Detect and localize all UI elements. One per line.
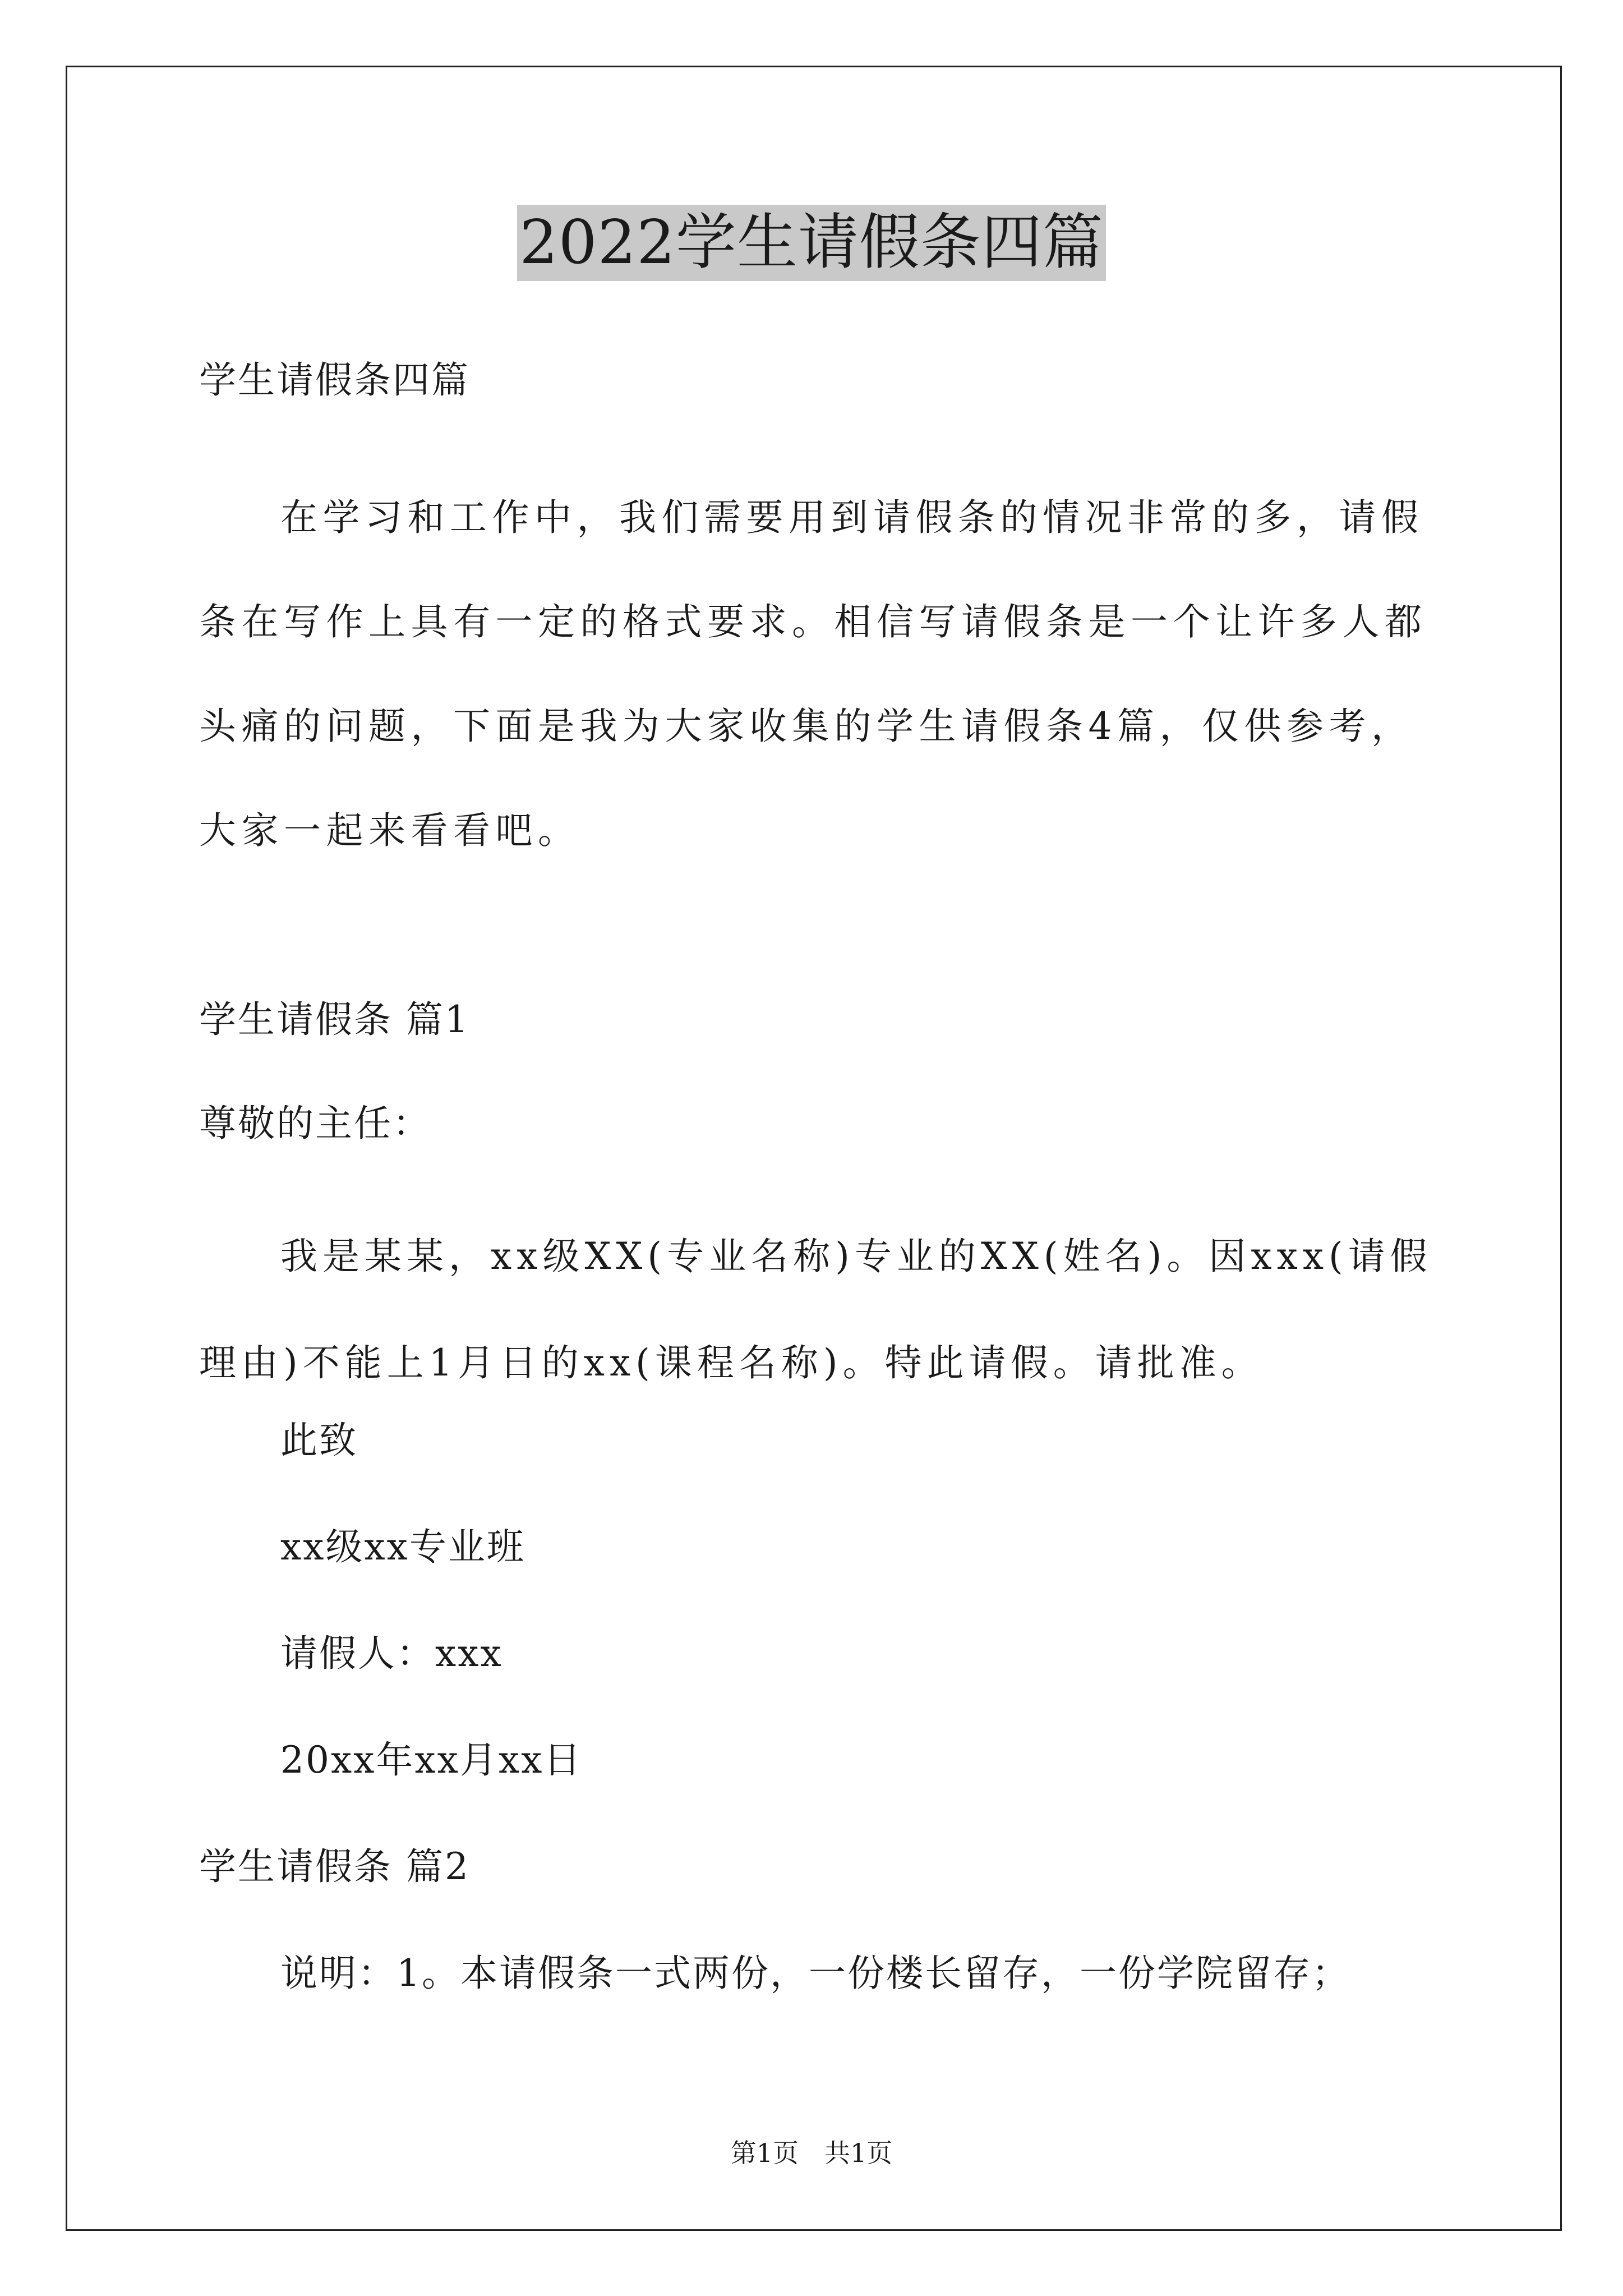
section2-heading: 学生请假条 篇2 [199, 1845, 470, 1888]
title-wrap [0, 205, 1623, 281]
class-line: xx级xx专业班 [280, 1525, 525, 1568]
section1-heading: 学生请假条 篇1 [199, 998, 470, 1041]
applicant-line: 请假人：xxx [280, 1632, 503, 1675]
date-line: 20xx年xx月xx日 [280, 1738, 583, 1782]
document-title: 2022学生请假条四篇 [517, 205, 1106, 281]
subtitle: 学生请假条四篇 [199, 358, 470, 402]
intro-paragraph: 在学习和工作中，我们需要用到请假条的情况非常的多，请假条在写作上具有一定的格式要求。相信写请假条是一个让许多人都头痛的问题，下面是我为大家收集的学生请假条4篇，仅供参考，大家一起来看看吧。 [199, 496, 1427, 852]
page-footer: 第1页 共1页 [730, 2138, 893, 2168]
section1-body: 我是某某，xx级XX(专业名称)专业的XX(姓名)。因xxx(请假理由)不能上1月日的xx(课程名称)。特此请假。请批准。 [199, 1235, 1432, 1384]
section2-note: 说明：1。本请假条一式两份，一份楼长留存，一份学院留存； [280, 1952, 1350, 1995]
salutation: 尊敬的主任： [199, 1102, 431, 1145]
closing: 此致 [280, 1419, 358, 1462]
